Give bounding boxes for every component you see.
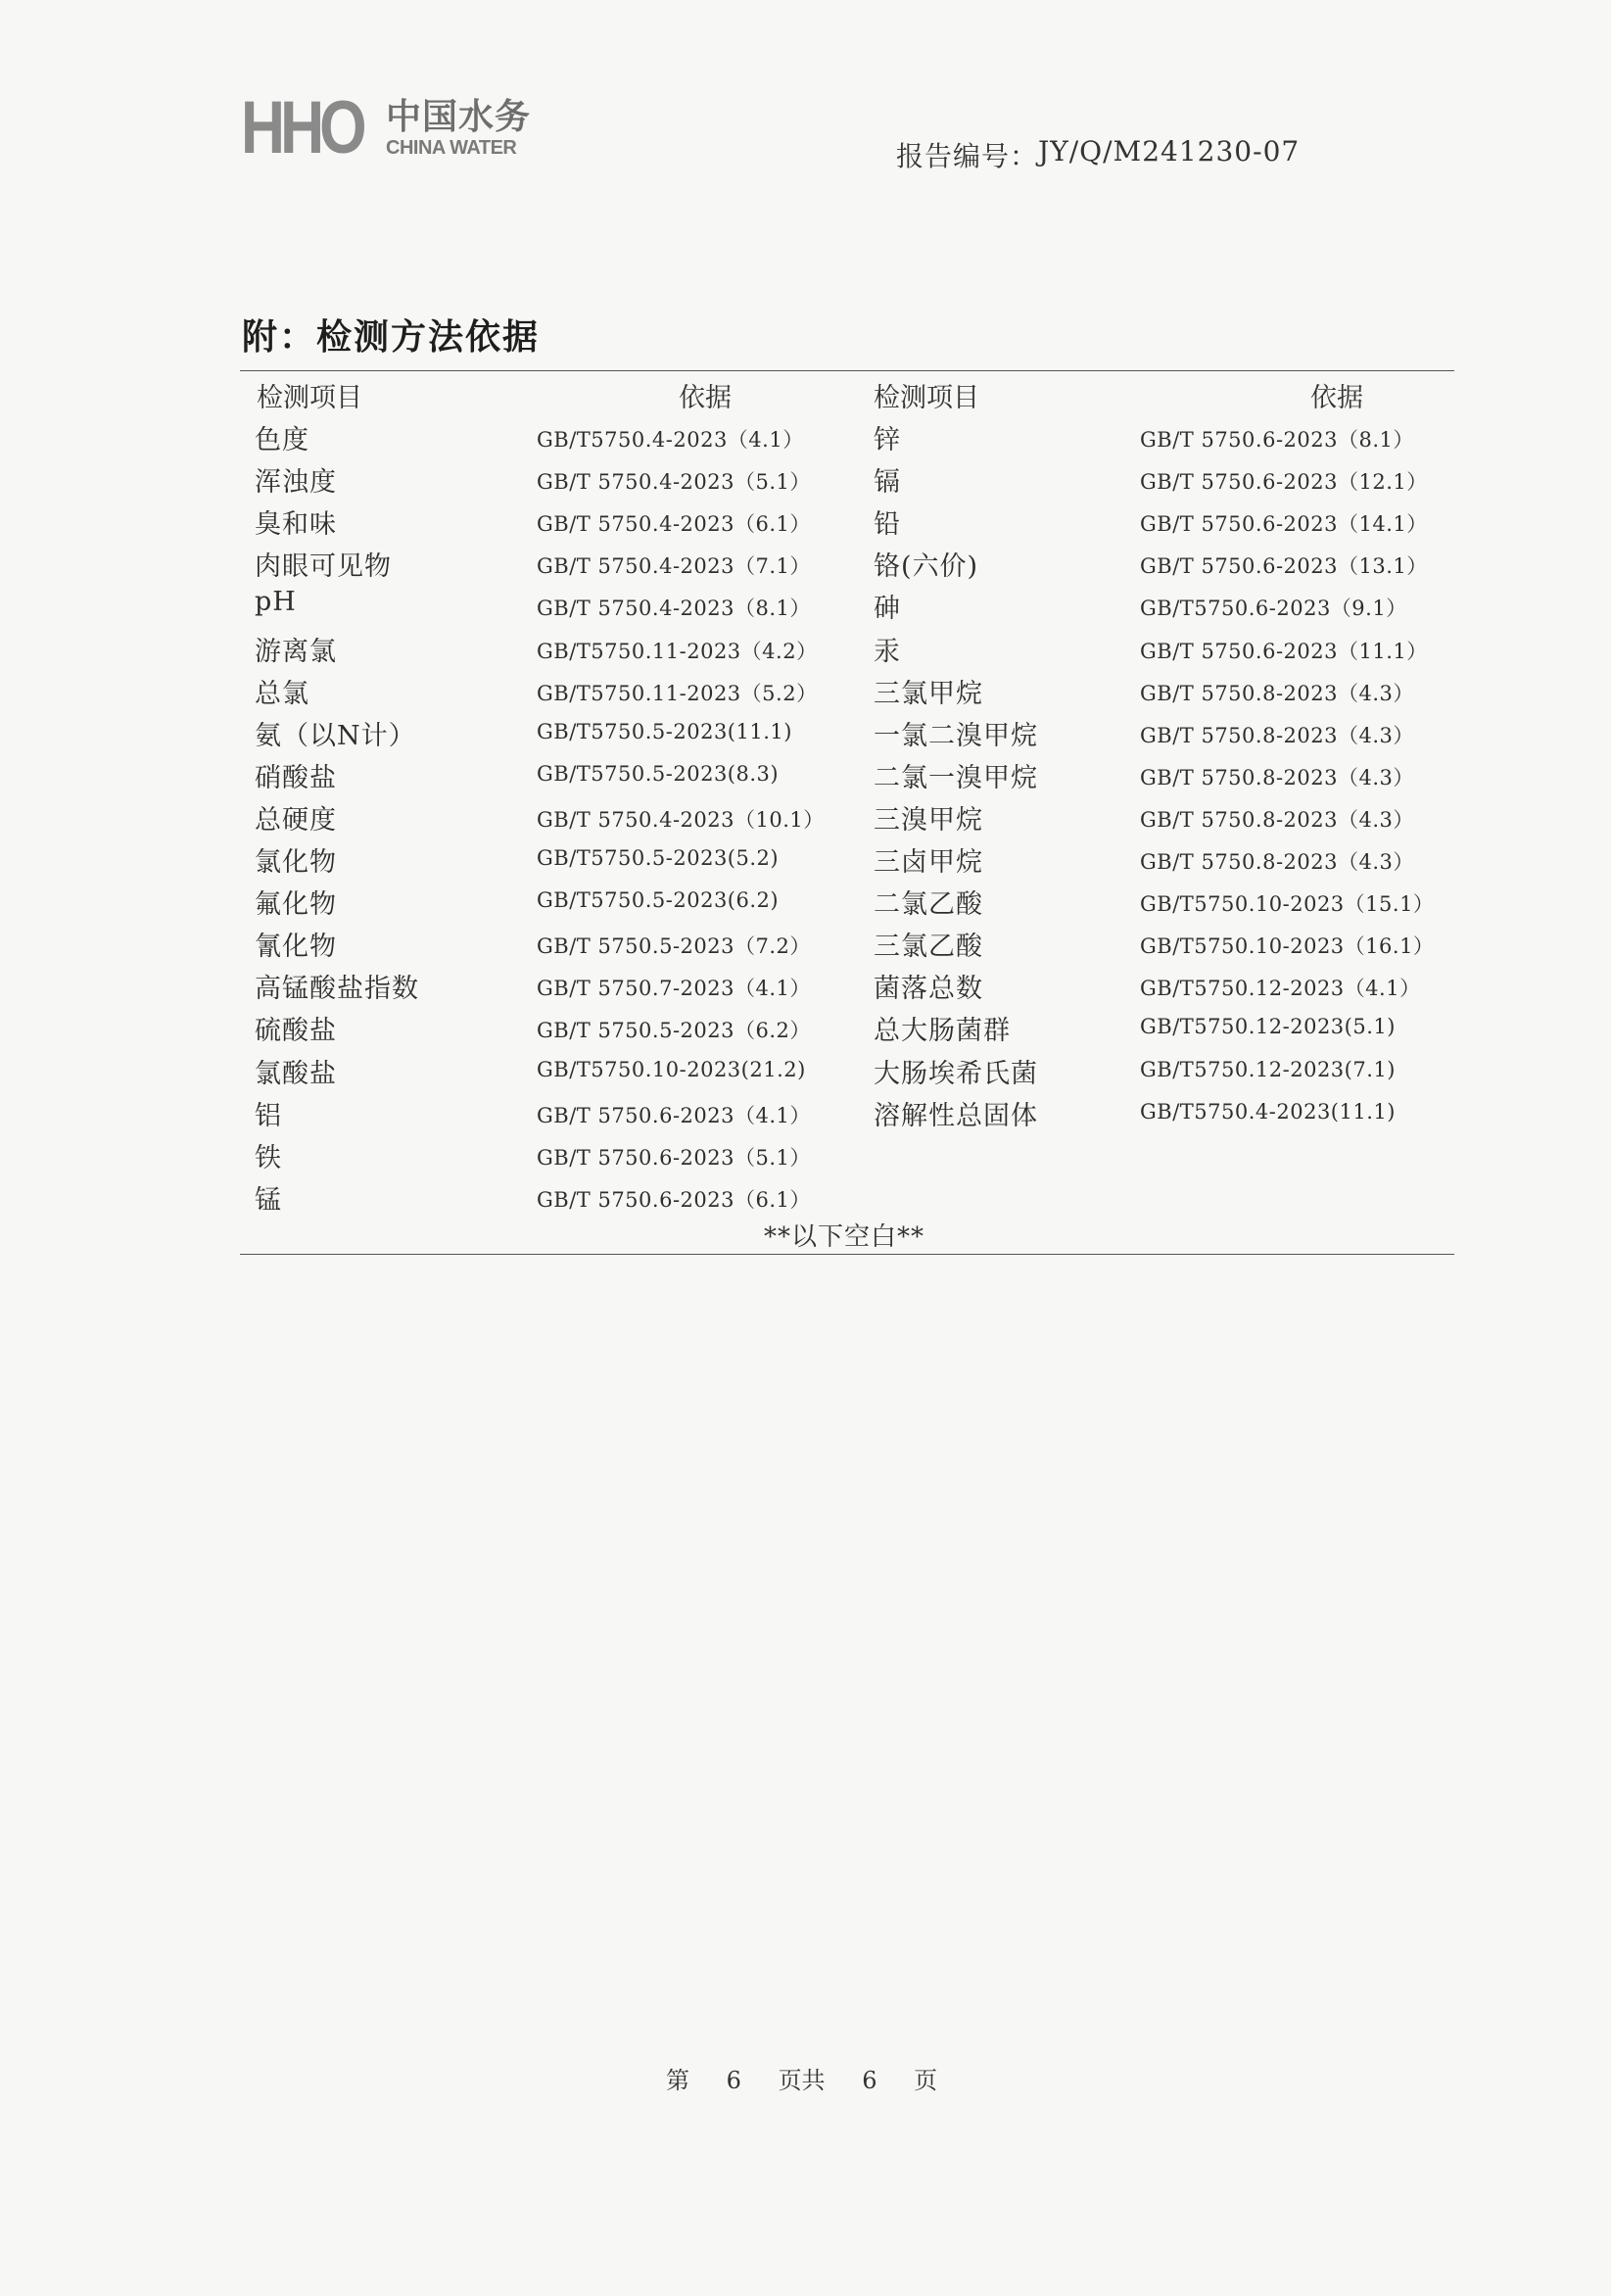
left-item-cell: 铁 bbox=[255, 1142, 282, 1173]
table-row bbox=[0, 1178, 1611, 1220]
table-row bbox=[0, 798, 1611, 840]
right-basis-cell: GB/T 5750.6-2023（11.1） bbox=[1140, 639, 1428, 663]
right-basis-cell: GB/T 5750.8-2023（4.3） bbox=[1140, 723, 1414, 747]
table-row bbox=[0, 883, 1611, 925]
left-item-cell: 铝 bbox=[255, 1100, 282, 1131]
right-basis-cell: GB/T 5750.8-2023（4.3） bbox=[1140, 765, 1414, 789]
left-basis-cell: GB/T5750.5-2023(5.2) bbox=[537, 846, 780, 870]
left-basis-cell: GB/T 5750.6-2023（4.1） bbox=[537, 1103, 811, 1127]
left-basis-cell: GB/T5750.11-2023（4.2） bbox=[537, 639, 818, 663]
table-row bbox=[0, 1094, 1611, 1136]
table-row bbox=[0, 756, 1611, 798]
table-row bbox=[0, 587, 1611, 629]
left-item-cell: 高锰酸盐指数 bbox=[255, 974, 419, 1005]
left-item-cell: 总氯 bbox=[255, 678, 309, 709]
left-basis-cell: GB/T5750.4-2023（4.1） bbox=[537, 428, 804, 452]
right-basis-cell: GB/T 5750.8-2023（4.3） bbox=[1140, 681, 1414, 705]
right-basis-cell: GB/T5750.4-2023(11.1) bbox=[1140, 1099, 1396, 1124]
left-basis-cell: GB/T 5750.4-2023（8.1） bbox=[537, 597, 811, 621]
table-row bbox=[0, 418, 1611, 460]
right-basis-cell: GB/T 5750.6-2023（12.1） bbox=[1140, 470, 1428, 495]
left-item-cell: 氯酸盐 bbox=[255, 1058, 337, 1089]
right-item-cell: 铬(六价) bbox=[874, 551, 979, 583]
right-item-cell: 三卤甲烷 bbox=[874, 847, 983, 878]
right-item-cell: 一氯二溴甲烷 bbox=[874, 720, 1038, 751]
right-item-cell: 镉 bbox=[874, 467, 901, 499]
right-item-cell: 铅 bbox=[874, 509, 901, 541]
header-left-basis: 依据 bbox=[679, 383, 732, 413]
table-row bbox=[0, 672, 1611, 714]
page-total: 6 bbox=[862, 2067, 877, 2094]
left-item-cell: 臭和味 bbox=[255, 509, 337, 541]
right-basis-cell: GB/T 5750.8-2023（4.3） bbox=[1140, 807, 1414, 832]
page-label-1: 第 bbox=[666, 2067, 689, 2094]
left-basis-cell: GB/T 5750.4-2023（6.1） bbox=[537, 512, 811, 537]
table-row bbox=[0, 967, 1611, 1009]
right-item-cell: 二氯乙酸 bbox=[874, 889, 983, 921]
left-item-cell: 肉眼可见物 bbox=[255, 551, 392, 583]
left-basis-cell: GB/T 5750.4-2023（10.1） bbox=[537, 807, 825, 832]
left-basis-cell: GB/T5750.11-2023（5.2） bbox=[537, 681, 818, 705]
table-row bbox=[0, 460, 1611, 502]
right-basis-cell: GB/T5750.10-2023（15.1） bbox=[1140, 892, 1435, 917]
left-item-cell: 氨（以N计） bbox=[255, 720, 416, 751]
left-basis-cell: GB/T5750.5-2023(6.2) bbox=[537, 888, 780, 913]
left-basis-cell: GB/T 5750.4-2023（5.1） bbox=[537, 470, 811, 495]
left-item-cell: 氟化物 bbox=[255, 889, 337, 921]
right-item-cell: 砷 bbox=[874, 594, 901, 625]
report-number bbox=[896, 135, 1300, 174]
left-item-cell: 总硬度 bbox=[255, 804, 337, 836]
table-row bbox=[0, 545, 1611, 587]
right-basis-cell: GB/T5750.10-2023（16.1） bbox=[1140, 934, 1435, 959]
left-item-cell: 氯化物 bbox=[255, 847, 337, 878]
logo-text bbox=[386, 98, 531, 159]
section-title: 附：检测方法依据 bbox=[242, 317, 541, 358]
right-item-cell: 三溴甲烷 bbox=[874, 804, 983, 836]
right-basis-cell: GB/T5750.6-2023（9.1） bbox=[1140, 597, 1407, 621]
table-row bbox=[0, 714, 1611, 756]
report-number-value: JY/Q/M241230-07 bbox=[1038, 135, 1301, 167]
left-basis-cell: GB/T 5750.5-2023（7.2） bbox=[537, 934, 811, 959]
table-bottom-rule bbox=[240, 1254, 1454, 1255]
left-basis-cell: GB/T 5750.4-2023（7.1） bbox=[537, 554, 811, 579]
left-basis-cell: GB/T5750.5-2023(8.3) bbox=[537, 761, 780, 786]
left-basis-cell: GB/T 5750.6-2023（5.1） bbox=[537, 1145, 811, 1170]
table-row bbox=[0, 1136, 1611, 1178]
left-item-cell: 游离氯 bbox=[255, 636, 337, 667]
left-basis-cell: GB/T5750.10-2023(21.2) bbox=[537, 1057, 806, 1081]
right-item-cell: 汞 bbox=[874, 636, 901, 667]
logo-mark: HHO bbox=[241, 86, 362, 169]
table-row bbox=[0, 502, 1611, 545]
left-item-cell: pH bbox=[255, 587, 297, 618]
right-item-cell: 总大肠菌群 bbox=[874, 1016, 1011, 1047]
left-basis-cell: GB/T 5750.7-2023（4.1） bbox=[537, 977, 811, 1001]
blank-note: **以下空白** bbox=[764, 1222, 925, 1252]
right-basis-cell: GB/T5750.12-2023(7.1) bbox=[1140, 1057, 1396, 1081]
table-row bbox=[0, 630, 1611, 672]
table-row bbox=[0, 1052, 1611, 1094]
left-basis-cell: GB/T 5750.5-2023（6.2） bbox=[537, 1019, 811, 1043]
left-item-cell: 硝酸盐 bbox=[255, 762, 337, 793]
company-logo bbox=[241, 86, 532, 169]
table-row bbox=[0, 1009, 1611, 1051]
right-basis-cell: GB/T5750.12-2023（4.1） bbox=[1140, 977, 1421, 1001]
right-item-cell: 溶解性总固体 bbox=[874, 1100, 1038, 1131]
table-row bbox=[0, 840, 1611, 883]
left-item-cell: 锰 bbox=[255, 1184, 282, 1216]
left-item-cell: 色度 bbox=[255, 425, 309, 455]
page-label-3: 页 bbox=[914, 2067, 938, 2094]
logo-cn-name: 中国水务 bbox=[386, 97, 532, 137]
left-item-cell: 浑浊度 bbox=[255, 467, 337, 499]
page-footer bbox=[666, 2061, 967, 2095]
right-basis-cell: GB/T 5750.6-2023（13.1） bbox=[1140, 554, 1428, 579]
header-right-basis: 依据 bbox=[1310, 383, 1363, 413]
header-left-item: 检测项目 bbox=[257, 383, 362, 413]
logo-en-name: CHINA WATER bbox=[386, 137, 517, 159]
report-number-label: 报告编号： bbox=[896, 140, 1039, 172]
right-item-cell: 三氯乙酸 bbox=[874, 932, 983, 963]
right-basis-cell: GB/T 5750.6-2023（14.1） bbox=[1140, 512, 1428, 537]
page-current: 6 bbox=[726, 2067, 741, 2094]
right-item-cell: 三氯甲烷 bbox=[874, 678, 983, 709]
table-top-rule bbox=[240, 370, 1454, 371]
right-item-cell: 大肠埃希氏菌 bbox=[874, 1058, 1038, 1089]
page-label-2: 页共 bbox=[778, 2067, 826, 2094]
left-basis-cell: GB/T 5750.6-2023（6.1） bbox=[537, 1187, 811, 1212]
left-item-cell: 氰化物 bbox=[255, 932, 337, 963]
right-item-cell: 锌 bbox=[874, 425, 901, 455]
header-right-item: 检测项目 bbox=[874, 383, 979, 413]
right-item-cell: 菌落总数 bbox=[874, 974, 983, 1005]
right-item-cell: 二氯一溴甲烷 bbox=[874, 762, 1038, 793]
right-basis-cell: GB/T5750.12-2023(5.1) bbox=[1140, 1015, 1396, 1039]
table-row bbox=[0, 925, 1611, 967]
right-basis-cell: GB/T 5750.6-2023（8.1） bbox=[1140, 428, 1414, 452]
left-basis-cell: GB/T5750.5-2023(11.1) bbox=[537, 719, 792, 743]
left-item-cell: 硫酸盐 bbox=[255, 1016, 337, 1047]
right-basis-cell: GB/T 5750.8-2023（4.3） bbox=[1140, 850, 1414, 874]
